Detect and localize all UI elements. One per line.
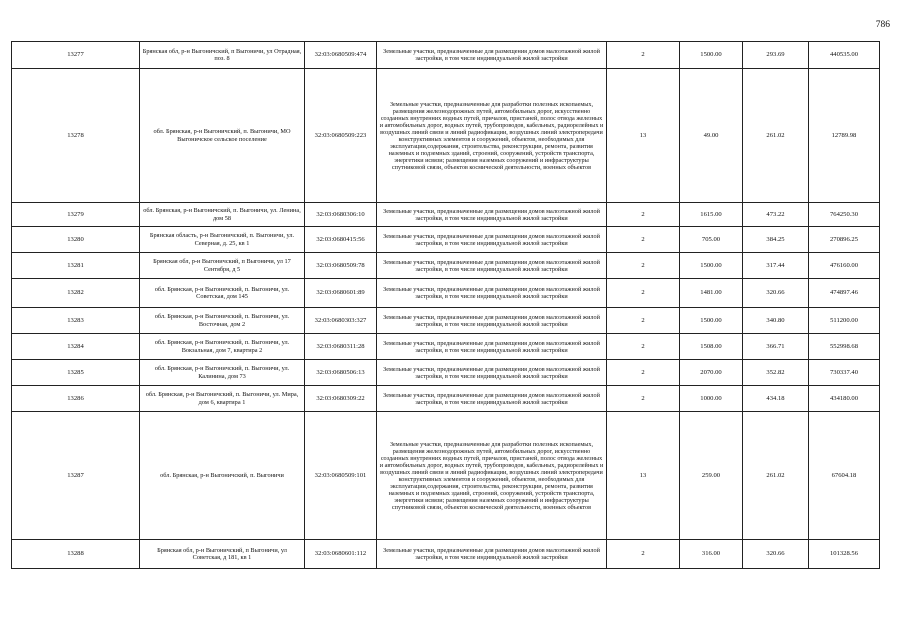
cadastral-value-cell: 67604.18 (809, 412, 880, 540)
address-cell: Брянская обл, р-н Выгоничский, п Выгоничи, ул 17 Сентября, д 5 (140, 253, 305, 279)
cadastral-number-cell: 32:03:0680509:223 (305, 69, 377, 203)
table-row (12, 279, 880, 308)
rate-cell: 261.02 (743, 69, 809, 203)
land-use-cell: Земельные участки, предназначенные для разработки полезных ископаемых, размещения железнодорожных путей, автомобильных дорог, искусственно созданных внутренних водных путей, причалов, пристаней, полос отвода железных и автомобильных дорог, водных путей, трубопроводов, кабельных, радиорелейных и воздушных линий связи и линий радиофикации, воздушных линий электропередачи конструктивных элементов и сооружений, объектов, необходимых для эксплуатации,содержания, строительства, реконструкции, ремонта, развития наземных и подземных зданий, строений, сооружений, устройств транспорта, энергетики исвязи; размещения наземных сооружений и инфраструктуры спутниковой связи, объектов космической деятельности, военных объектов (377, 69, 607, 203)
address-cell: Брянская обл, р-н Выгоничский, п Выгоничи, ул Советская, д 181, кв 1 (140, 540, 305, 569)
category-code-cell: 2 (607, 279, 680, 308)
area-cell: 316.00 (680, 540, 743, 569)
row-id-cell: 13284 (12, 334, 140, 360)
category-code-cell: 2 (607, 308, 680, 334)
category-code-cell: 2 (607, 386, 680, 412)
land-use-cell: Земельные участки, предназначенные для размещения домов малоэтажной жилой застройки, в том числе индивидуальной жилой застройки (377, 308, 607, 334)
cadastral-number-cell: 32:03:0680415:56 (305, 227, 377, 253)
address-cell: Брянская область, р-н Выгоничский, п. Выгоничи, ул. Северная, д. 25, кв 1 (140, 227, 305, 253)
cadastral-value-cell: 101328.56 (809, 540, 880, 569)
row-id-cell: 13283 (12, 308, 140, 334)
table-row (12, 227, 880, 253)
address-cell: обл. Брянская, р-н Выгоничский, п. Выгоничи (140, 412, 305, 540)
address-cell: обл. Брянская, р-н Выгоничский, п. Выгоничи, ул. Ленина, дом 58 (140, 203, 305, 227)
address-cell: обл. Брянская, р-н Выгоничский, п. Выгоничи, ул. Восточная, дом 2 (140, 308, 305, 334)
rate-cell: 317.44 (743, 253, 809, 279)
table-row (12, 360, 880, 386)
table-row (12, 386, 880, 412)
area-cell: 2070.00 (680, 360, 743, 386)
row-id-cell: 13285 (12, 360, 140, 386)
address-cell: обл. Брянская, р-н Выгоничский, п. Выгоничи, МО Выгоничское сельское поселение (140, 69, 305, 203)
category-code-cell: 2 (607, 227, 680, 253)
land-use-cell: Земельные участки, предназначенные для размещения домов малоэтажной жилой застройки, в том числе индивидуальной жилой застройки (377, 360, 607, 386)
rate-cell: 320.66 (743, 279, 809, 308)
cadastral-value-cell: 764250.30 (809, 203, 880, 227)
area-cell: 1508.00 (680, 334, 743, 360)
cadastral-number-cell: 32:03:0680506:13 (305, 360, 377, 386)
address-cell: обл. Брянская, р-н Выгоничский, п. Выгоничи, ул. Советская, дом 145 (140, 279, 305, 308)
rate-cell: 320.66 (743, 540, 809, 569)
land-use-cell: Земельные участки, предназначенные для размещения домов малоэтажной жилой застройки, в том числе индивидуальной жилой застройки (377, 386, 607, 412)
area-cell: 705.00 (680, 227, 743, 253)
cadastral-number-cell: 32:03:0680509:101 (305, 412, 377, 540)
area-cell: 1500.00 (680, 42, 743, 69)
row-id-cell: 13279 (12, 203, 140, 227)
area-cell: 259.00 (680, 412, 743, 540)
address-cell: Брянская обл, р-н Выгоничский, п Выгоничи, ул Отрадная, поз. 8 (140, 42, 305, 69)
row-id-cell: 13278 (12, 69, 140, 203)
cadastral-number-cell: 32:03:0680309:22 (305, 386, 377, 412)
row-id-cell: 13280 (12, 227, 140, 253)
rate-cell: 352.82 (743, 360, 809, 386)
row-id-cell: 13281 (12, 253, 140, 279)
rate-cell: 293.69 (743, 42, 809, 69)
land-use-cell: Земельные участки, предназначенные для размещения домов малоэтажной жилой застройки, в том числе индивидуальной жилой застройки (377, 203, 607, 227)
land-use-cell: Земельные участки, предназначенные для размещения домов малоэтажной жилой застройки, в том числе индивидуальной жилой застройки (377, 227, 607, 253)
category-code-cell: 2 (607, 360, 680, 386)
cadastral-value-cell: 12789.98 (809, 69, 880, 203)
area-cell: 1481.00 (680, 279, 743, 308)
table-row (12, 540, 880, 569)
category-code-cell: 2 (607, 540, 680, 569)
table-row (12, 203, 880, 227)
category-code-cell: 2 (607, 253, 680, 279)
table-body (12, 42, 880, 569)
table-row (12, 412, 880, 540)
cadastral-value-cell: 474897.46 (809, 279, 880, 308)
rate-cell: 473.22 (743, 203, 809, 227)
address-cell: обл. Брянская, р-н Выгоничский, п. Выгоничи, ул. Мира, дом 6, квартира 1 (140, 386, 305, 412)
row-id-cell: 13286 (12, 386, 140, 412)
rate-cell: 261.02 (743, 412, 809, 540)
address-cell: обл. Брянская, р-н Выгоничский, п. Выгоничи, ул. Вокзальная, дом 7, квартира 2 (140, 334, 305, 360)
table-row (12, 42, 880, 69)
cadastral-value-cell: 270896.25 (809, 227, 880, 253)
cadastral-value-cell: 440535.00 (809, 42, 880, 69)
cadastral-number-cell: 32:03:0680306:10 (305, 203, 377, 227)
area-cell: 1615.00 (680, 203, 743, 227)
land-use-cell: Земельные участки, предназначенные для размещения домов малоэтажной жилой застройки, в том числе индивидуальной жилой застройки (377, 279, 607, 308)
land-use-cell: Земельные участки, предназначенные для размещения домов малоэтажной жилой застройки, в том числе индивидуальной жилой застройки (377, 334, 607, 360)
cadastral-value-cell: 730337.40 (809, 360, 880, 386)
cadastral-number-cell: 32:03:0680303:327 (305, 308, 377, 334)
area-cell: 49.00 (680, 69, 743, 203)
page-number: 786 (875, 20, 890, 30)
category-code-cell: 2 (607, 203, 680, 227)
cadastral-number-cell: 32:03:0680509:474 (305, 42, 377, 69)
category-code-cell: 2 (607, 42, 680, 69)
category-code-cell: 13 (607, 412, 680, 540)
table-row (12, 69, 880, 203)
rate-cell: 434.18 (743, 386, 809, 412)
land-use-cell: Земельные участки, предназначенные для размещения домов малоэтажной жилой застройки, в том числе индивидуальной жилой застройки (377, 540, 607, 569)
cadastral-number-cell: 32:03:0680509:78 (305, 253, 377, 279)
category-code-cell: 13 (607, 69, 680, 203)
area-cell: 1500.00 (680, 308, 743, 334)
cadastral-value-cell: 476160.00 (809, 253, 880, 279)
cadastral-value-cell: 434180.00 (809, 386, 880, 412)
row-id-cell: 13287 (12, 412, 140, 540)
row-id-cell: 13288 (12, 540, 140, 569)
land-use-cell: Земельные участки, предназначенные для разработки полезных ископаемых, размещения железнодорожных путей, автомобильных дорог, искусственно созданных внутренних водных путей, причалов, пристаней, полос отвода железных и автомобильных дорог, водных путей, трубопроводов, кабельных, радиорелейных и воздушных линий связи и линий радиофикации, воздушных линий электропередачи конструктивных элементов и сооружений, объектов, необходимых для эксплуатации,содержания, строительства, реконструкции, ремонта, развития наземных и подземных зданий, строений, сооружений, устройств транспорта, энергетики исвязи; размещения наземных сооружений и инфраструктуры спутниковой связи, объектов космической деятельности, военных объектов (377, 412, 607, 540)
rate-cell: 340.80 (743, 308, 809, 334)
area-cell: 1500.00 (680, 253, 743, 279)
land-use-cell: Земельные участки, предназначенные для размещения домов малоэтажной жилой застройки, в том числе индивидуальной жилой застройки (377, 253, 607, 279)
rate-cell: 366.71 (743, 334, 809, 360)
cadastral-value-cell: 511200.00 (809, 308, 880, 334)
category-code-cell: 2 (607, 334, 680, 360)
table-row (12, 308, 880, 334)
row-id-cell: 13277 (12, 42, 140, 69)
area-cell: 1000.00 (680, 386, 743, 412)
cadastral-number-cell: 32:03:0680601:89 (305, 279, 377, 308)
cadastral-number-cell: 32:03:0680311:28 (305, 334, 377, 360)
table-row (12, 253, 880, 279)
address-cell: обл. Брянская, р-н Выгоничский, п. Выгоничи, ул. Калинина, дом 73 (140, 360, 305, 386)
land-plot-table (11, 41, 880, 569)
land-use-cell: Земельные участки, предназначенные для размещения домов малоэтажной жилой застройки, в том числе индивидуальной жилой застройки (377, 42, 607, 69)
cadastral-value-cell: 552998.68 (809, 334, 880, 360)
row-id-cell: 13282 (12, 279, 140, 308)
table-row (12, 334, 880, 360)
rate-cell: 384.25 (743, 227, 809, 253)
cadastral-number-cell: 32:03:0680601:112 (305, 540, 377, 569)
